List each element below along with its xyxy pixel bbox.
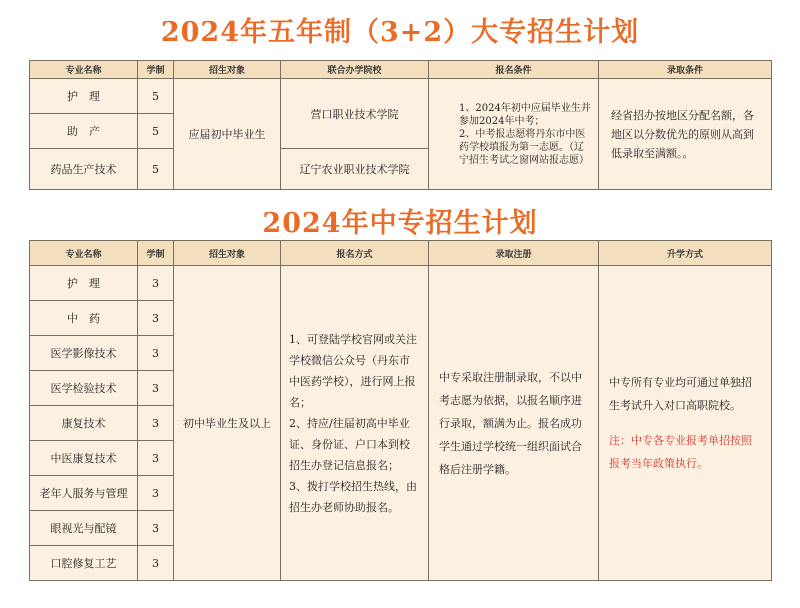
- admission-cell: 经省招办按地区分配名额，各地区以分数优先的原则从高到低录取至满额。。: [599, 79, 772, 190]
- major-cell: 医学检验技术: [30, 371, 138, 406]
- promotion-text: 中专所有专业均可通过单独招生考试升入对口高职院校。: [609, 376, 752, 412]
- years-cell: 5: [138, 114, 174, 149]
- method-cell: [281, 266, 429, 581]
- header-years: 学制: [138, 241, 174, 266]
- years-cell: 3: [138, 546, 174, 581]
- table-header-row: [30, 241, 772, 266]
- page-title-college: 2024年五年制（3+2）大专招生计划: [160, 17, 640, 48]
- college-plan-table: [29, 60, 772, 190]
- registration-cell: 中专采取注册制录取，不以中考志愿为依据，以报名顺序进行录取，额满为止。报名成功学生通过学校统一组织面试合格后注册学籍。: [429, 266, 599, 581]
- partner-school-cell: 辽宁农业职业技术学院: [281, 149, 429, 190]
- years-cell: 3: [138, 406, 174, 441]
- method-item: 2、持应/往届初高中毕业证、身份证、户口本到校招生办登记信息报名；: [289, 416, 410, 472]
- header-major: 专业名称: [30, 241, 138, 266]
- partner-school-cell: 营口职业技术学院: [281, 79, 429, 149]
- major-cell: 药品生产技术: [30, 149, 138, 190]
- table-row: [30, 79, 772, 114]
- major-cell: 老年人服务与管理: [30, 476, 138, 511]
- page-title-secondary: 2024年中专招生计划: [262, 208, 538, 239]
- target-cell: 应届初中毕业生: [174, 79, 281, 190]
- header-promotion: 升学方式: [599, 241, 772, 266]
- years-cell: 3: [138, 301, 174, 336]
- major-cell: 医学影像技术: [30, 336, 138, 371]
- years-cell: 3: [138, 336, 174, 371]
- header-conditions: 报名条件: [429, 61, 599, 79]
- major-cell: 护 理: [30, 79, 138, 114]
- major-cell: 中医康复技术: [30, 441, 138, 476]
- header-target: 招生对象: [174, 241, 281, 266]
- method-item: 1、可登陆学校官网或关注学校微信公众号（丹东市中医药学校），进行网上报名；: [289, 332, 417, 409]
- major-cell: 中 药: [30, 301, 138, 336]
- method-item: 3、拨打学校招生热线，由招生办老师协助报名。: [289, 479, 417, 514]
- years-cell: 3: [138, 441, 174, 476]
- table-row: [30, 266, 772, 301]
- policy-note: 注：中专各专业报考单招按照报考当年政策执行。: [609, 434, 752, 470]
- header-partner-school: 联合办学院校: [281, 61, 429, 79]
- years-cell: 3: [138, 266, 174, 301]
- secondary-plan-table: [29, 240, 772, 581]
- header-method: 报名方式: [281, 241, 429, 266]
- header-registration: 录取注册: [429, 241, 599, 266]
- years-cell: 5: [138, 79, 174, 114]
- table-header-row: [30, 61, 772, 79]
- major-cell: 口腔修复工艺: [30, 546, 138, 581]
- condition-item: 2、中考报志愿将丹东市中医药学校填报为第一志愿。（辽宁招生考试之窗网站报志愿）: [459, 128, 589, 166]
- major-cell: 眼视光与配镜: [30, 511, 138, 546]
- years-cell: 3: [138, 476, 174, 511]
- conditions-cell: [429, 79, 599, 190]
- years-cell: 3: [138, 511, 174, 546]
- target-cell: 初中毕业生及以上: [174, 266, 281, 581]
- major-cell: 康复技术: [30, 406, 138, 441]
- promotion-cell: [599, 266, 772, 581]
- major-cell: 护 理: [30, 266, 138, 301]
- condition-item: 1、2024年初中应届毕业生并参加2024年中考；: [459, 102, 591, 127]
- header-major: 专业名称: [30, 61, 138, 79]
- years-cell: 5: [138, 149, 174, 190]
- header-years: 学制: [138, 61, 174, 79]
- years-cell: 3: [138, 371, 174, 406]
- major-cell: 助 产: [30, 114, 138, 149]
- header-admission: 录取条件: [599, 61, 772, 79]
- header-target: 招生对象: [174, 61, 281, 79]
